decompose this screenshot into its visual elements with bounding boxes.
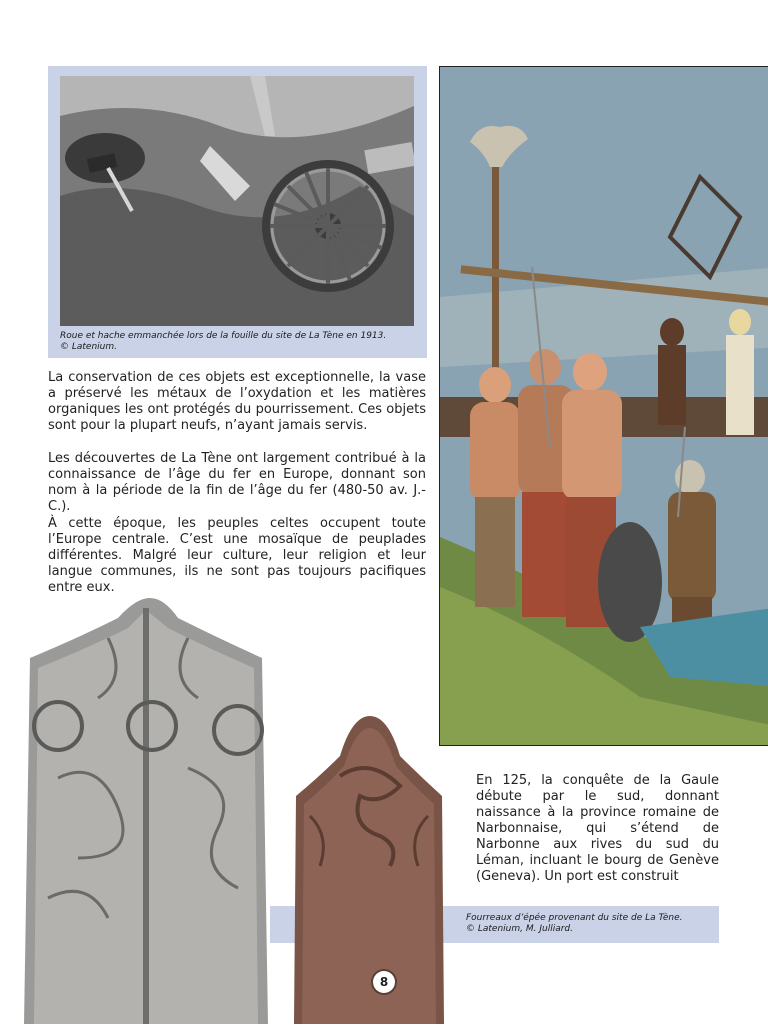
scabbard-small-image: [290, 716, 448, 1024]
scabbard-large-image: [18, 598, 274, 1024]
paragraph-conservation: La conservation de ces objets est exceptionnelle, la vase a préservé les métaux de l’oxydation et les matières organiques les ont protégés du pourrissement. Ces objets sont pour la plupart neufs, n’ayant jamais servis.: [48, 370, 426, 433]
page-number: 8: [373, 971, 395, 993]
excavation-photo: [60, 76, 414, 326]
scabbard-caption-credit: © Latenium, M. Julliard.: [466, 924, 573, 934]
paragraph-peuples-celtes: À cette époque, les peuples celtes occupent toute l’Europe centrale. C’est une mosaïque de peuplades différentes. Malgré leur culture, leur religion et leur langue communes, ils ne sont pas toujours pacifiques entre eux.: [48, 516, 426, 595]
excavation-photo-frame: [48, 66, 427, 358]
photo-caption-line: Roue et hache emmanchée lors de la fouille du site de La Tène en 1913.: [60, 331, 387, 341]
photo-caption: [60, 331, 414, 353]
scabbard-caption-line: Fourreaux d’épée provenant du site de La Tène.: [466, 913, 683, 923]
paragraph-conquete-gaule: En 125, la conquête de la Gaule débute par le sud, donnant naissance à la province romaine de Narbonnaise, qui s’étend de Narbonne aux rives du sud du Léman, incluant le bourg de Genève (Geneva). Un port est construit: [476, 773, 719, 884]
scabbard-caption: [466, 913, 716, 935]
illustration-drawing: [440, 67, 768, 745]
scabbard-large-drawing: [18, 598, 274, 1024]
scabbard-small-drawing: [290, 716, 448, 1024]
excavation-photo-drawing: [60, 76, 414, 326]
celtic-warriors-illustration: [439, 66, 768, 746]
paragraph-decouvertes: Les découvertes de La Tène ont largement contribué à la connaissance de l’âge du fer en Europe, donnant son nom à la période de la fin de l’âge du fer (480-50 av. J.-C.).: [48, 451, 426, 514]
photo-caption-credit: © Latenium.: [60, 342, 117, 352]
